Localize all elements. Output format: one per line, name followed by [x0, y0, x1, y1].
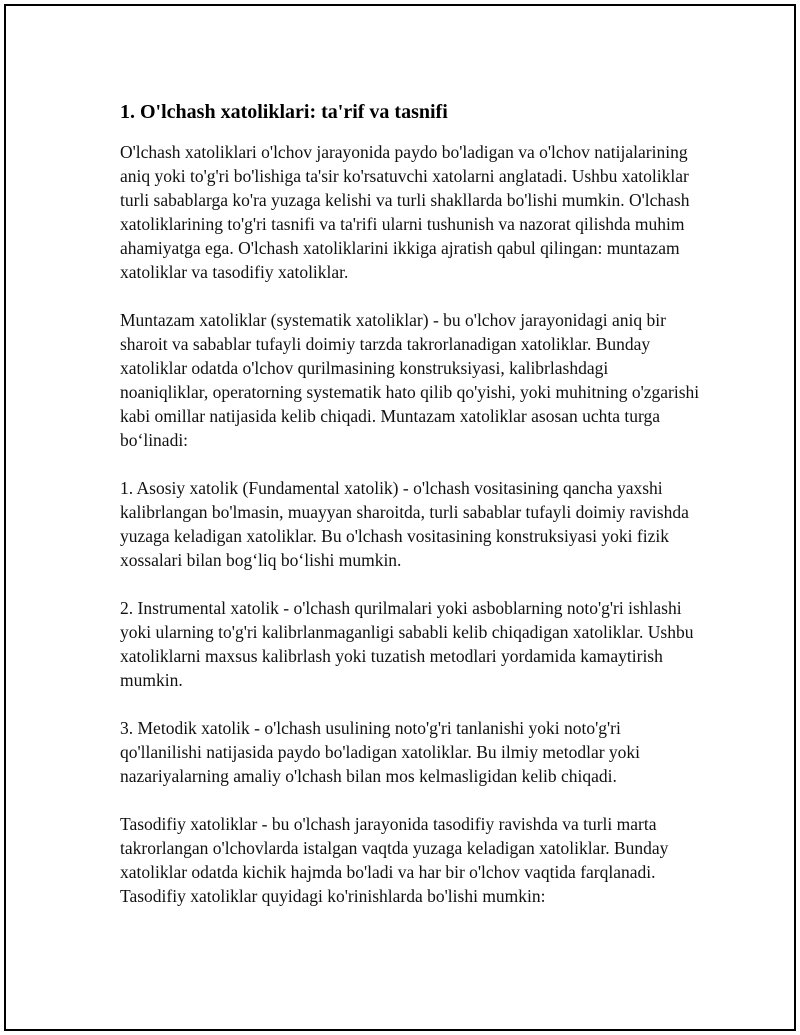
paragraph-definition: O'lchash xatoliklari o'lchov jarayonida paydo bo'ladigan va o'lchov natijalarining aniq yoki to'g'ri bo'lishiga ta'sir ko'rsatuvchi xatolarni anglatadi. Ushbu xatoliklar turli sabablarga ko'ra yuzaga kelishi va turli shakllarda bo'lishi mumkin. O'lchash xatoliklarining to'g'ri tasnifi va ta'rifi ularni tushunish va nazorat qilishda muhim ahamiyatga ega. O'lchash xatoliklarini ikkiga ajratish qabul qilingan: muntazam xatoliklar va tasodifiy xatoliklar. — [120, 142, 690, 282]
paragraph-instrumental-error: 2. Instrumental xatolik - o'lchash qurilmalari yoki asboblarning noto'g'ri ishlashi yoki ularning to'g'ri kalibrlanmaganligi sababli kelib chiqadigan xatoliklar. Ushbu xatoliklarni maxsus kalibrlash yoki tuzatish metodlari yordamida kamaytirish mumkin. — [120, 598, 694, 690]
paragraph-random-errors: Tasodifiy xatoliklar - bu o'lchash jarayonida tasodifiy ravishda va turli marta takrorlangan o'lchovlarda istalgan vaqtda yuzaga keladigan xatoliklar. Bunday xatoliklar odatda kichik hajmda bo'ladi va har bir o'lchov vaqtida farqlanadi. Tasodifiy xatoliklar quyidagi ko'rinishlarda bo'lishi mumkin: — [120, 814, 669, 906]
document-body — [120, 98, 700, 932]
section-heading: 1. O'lchash xatoliklari: ta'rif va tasnifi — [120, 101, 448, 123]
paragraph-methodical-error: 3. Metodik xatolik - o'lchash usulining noto'g'ri tanlanishi yoki noto'g'ri qo'llanilishi natijasida paydo bo'ladigan xatoliklar. Bu ilmiy metodlar yoki nazariyalarning amaliy o'lchash bilan mos kelmasligidan kelib chiqadi. — [120, 718, 641, 786]
paragraph-systematic-errors: Muntazam xatoliklar (systematik xatoliklar) - bu o'lchov jarayonidagi aniq bir sharoit va sabablar tufayli doimiy tarzda takrorlanadigan xatoliklar. Bunday xatoliklar odatda o'lchov qurilmasining konstruksiyasi, kalibrlashdagi noaniqliklar, operatorning systematik hato qilib qo'yishi, yoki muhitning o'zgarishi kabi omillar natijasida kelib chiqadi. Muntazam xatoliklar asosan uchta turga bo‘linadi: — [120, 310, 700, 450]
paragraph-fundamental-error: 1. Asosiy xatolik (Fundamental xatolik) - o'lchash vositasining qancha yaxshi kalibrlangan bo'lmasin, muayyan sharoitda, turli sabablar tufayli doimiy ravishda yuzaga keladigan xatoliklar. Bu o'lchash vositasining konstruksiyasi yoki fizik xossalari bilan bog‘liq bo‘lishi mumkin. — [120, 478, 689, 570]
page-frame — [4, 4, 796, 1031]
